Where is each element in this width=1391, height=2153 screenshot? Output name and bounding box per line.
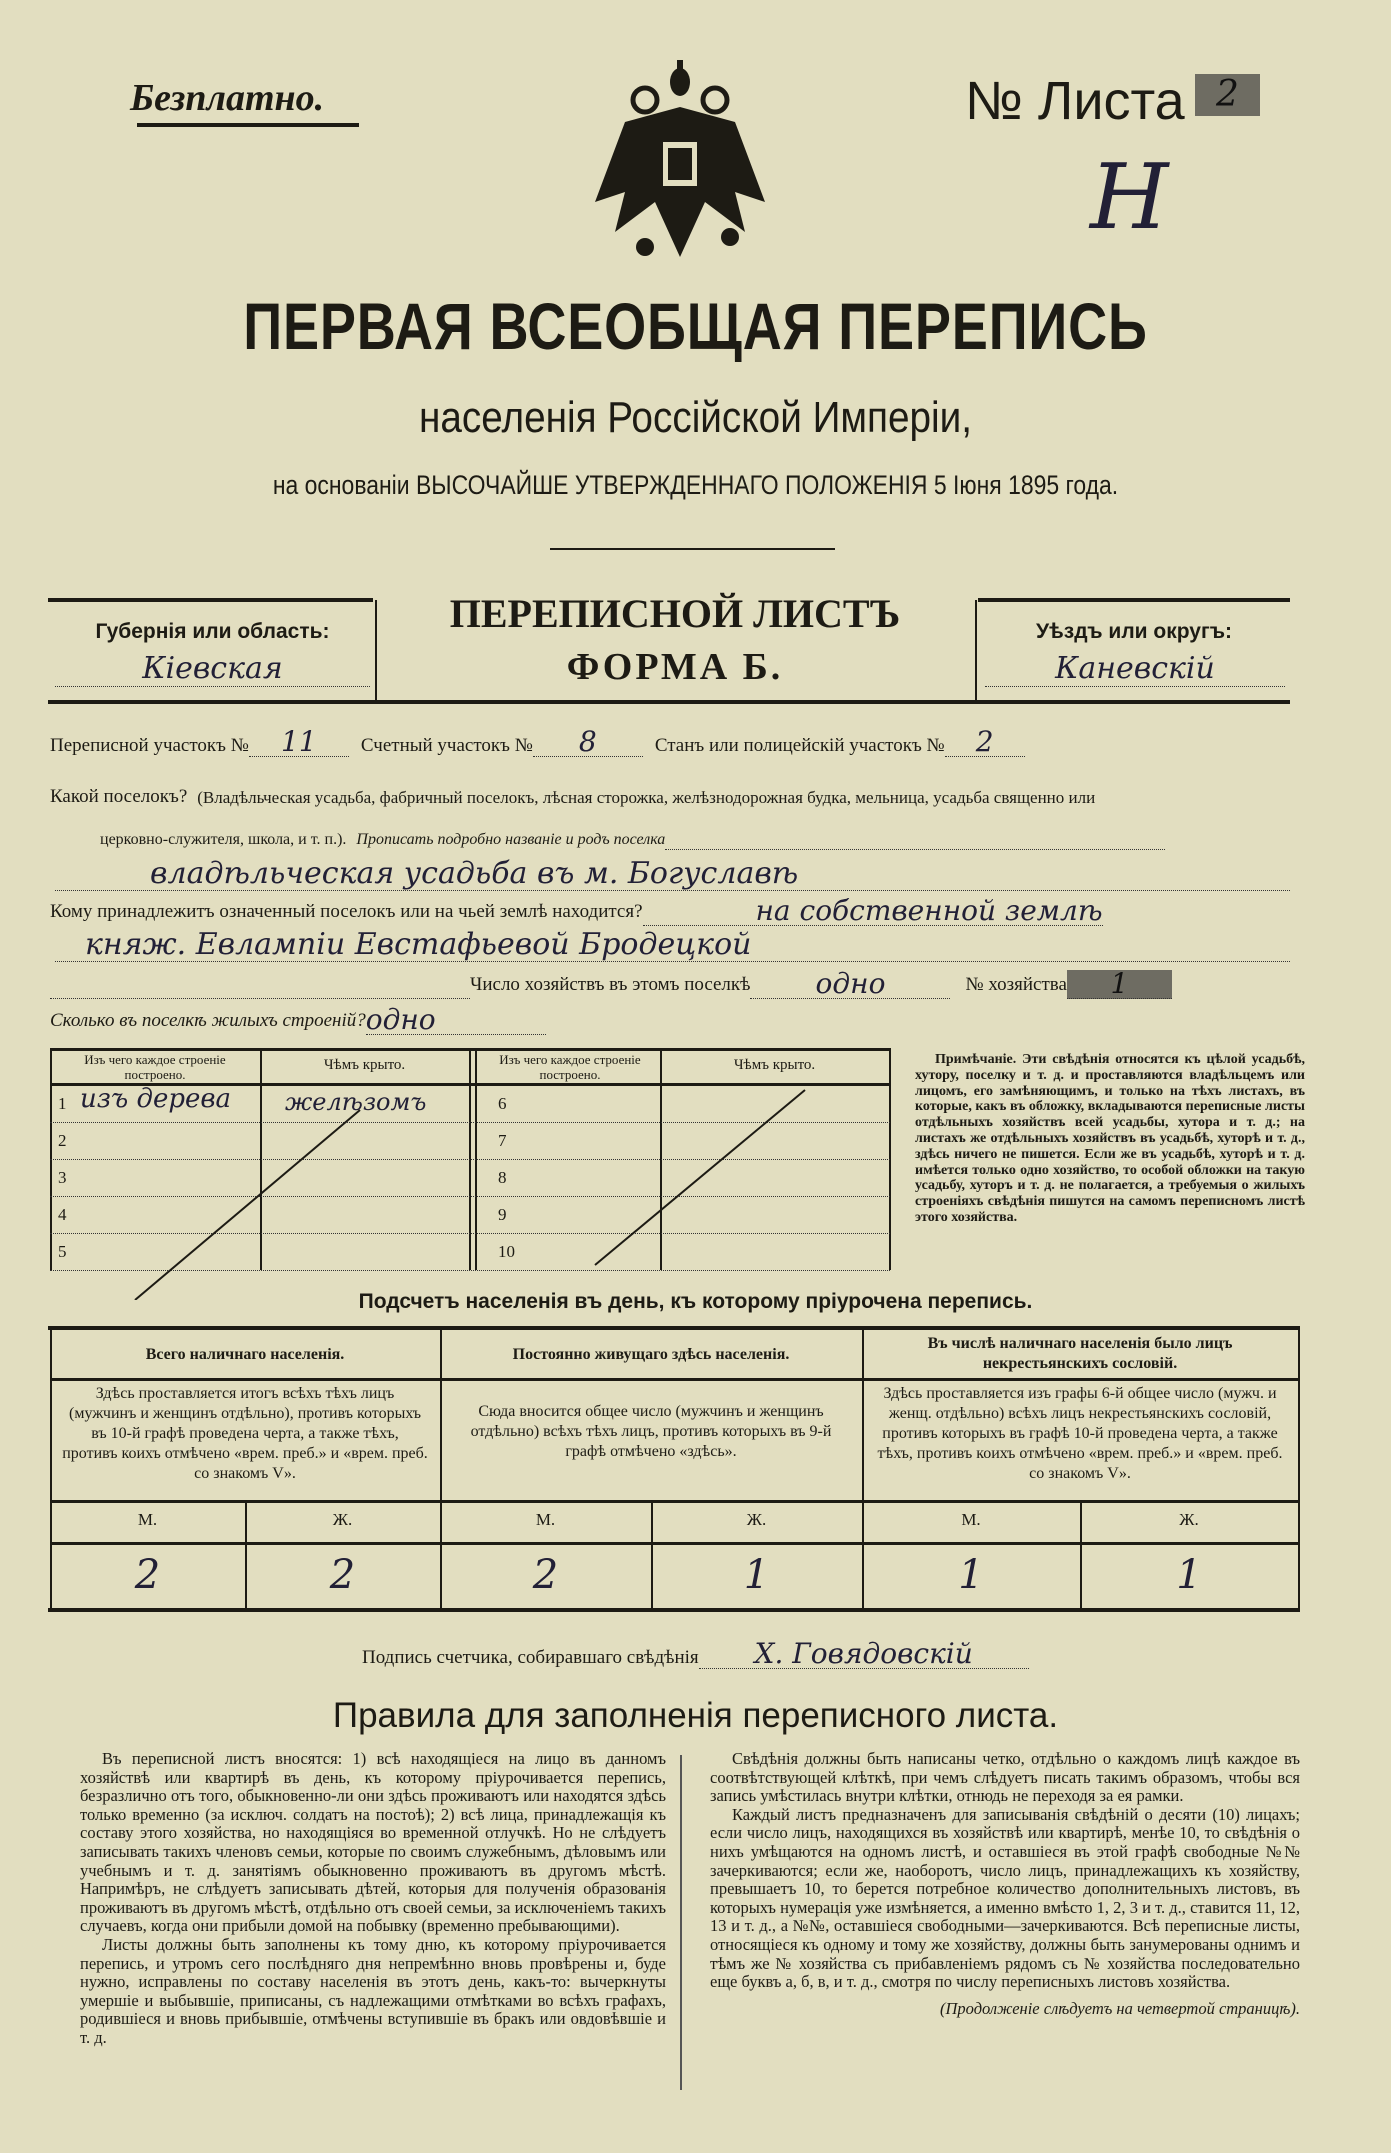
population-heading: Подсчетъ населенія въ день, къ которому пріурочена перепись.	[358, 1290, 1033, 1313]
row-number: 10	[498, 1242, 515, 1261]
signature-label: Подпись счетчика, собиравшаго свѣдѣнія	[362, 1647, 699, 1668]
count-district-label: Счетный участокъ №	[360, 735, 533, 756]
police-district-value[interactable]: 2	[945, 728, 1025, 757]
row-number: 4	[58, 1205, 67, 1224]
table-bottom	[48, 1608, 1300, 1612]
settlement-hint: церковно-служителя, школа, и т. п.).	[100, 831, 347, 848]
district-value: Каневскій	[985, 652, 1285, 687]
signature-row	[362, 1637, 1029, 1670]
page-title: ПЕРВАЯ ВСЕОБЩАЯ ПЕРЕПИСЬ	[243, 289, 1148, 363]
male-count[interactable]: 2	[532, 1552, 559, 1598]
province-label: Губернія или область:	[95, 620, 330, 643]
row-number: 6	[498, 1094, 507, 1113]
female-count[interactable]: 1	[743, 1552, 770, 1598]
province-value: Кіевская	[55, 652, 370, 687]
signature-value[interactable]: Х. Говядовскій	[699, 1640, 1029, 1669]
rules-heading: Правила для заполненія переписного листа.	[332, 1696, 1059, 1735]
owner-value[interactable]: на собственной землѣ	[643, 897, 1103, 926]
male-count[interactable]: 2	[134, 1552, 161, 1598]
household-no-value[interactable]: 1	[1067, 970, 1172, 999]
form-name: ФОРМА Б.	[566, 646, 784, 688]
building-roof[interactable]: желѣзомъ	[285, 1088, 427, 1116]
rules-paragraph: Листы должны быть заполнены къ тому дню, къ которому пріурочивается перепись, и утромъ сего послѣдняго дня непремѣнно вновь провѣрены и, буде нужно, исправлены по составу населенія въ этотъ день, какъ-то: вычеркнуты умершіе и выбывшіе, приписаны, съ надлежащими отмѣтками во всѣхъ графахъ, родившіеся и вновь прибывшіе, отмѣчены вступившіе въ бракъ или овдовѣвшіе и т. д.	[80, 1934, 666, 2047]
male-count[interactable]: 1	[958, 1552, 984, 1598]
table-line	[50, 1500, 1300, 1503]
settlement-instruction: Прописать подробно названіе и родъ поселка	[356, 831, 666, 848]
row-number: 9	[498, 1205, 507, 1224]
female-count[interactable]: 1	[1176, 1552, 1202, 1598]
female-count[interactable]: 2	[329, 1552, 356, 1598]
owner-label: Кому принадлежитъ означенный поселокъ или на чьей землѣ находится?	[50, 901, 643, 922]
sheet-number-label: № Листа	[965, 71, 1185, 131]
note: Примѣчаніе. Эти свѣдѣнія относятся къ цѣлой усадьбѣ, хутору, поселку и т. д. и проставляются владѣльцемъ или лицомъ, его замѣняющимъ, и только на тѣхъ листахъ, въ которые, какъ въ обложку, вкладываются переписные листы отдѣльныхъ хозяйствъ всей усадьбы, хутора и т. д.; на листахъ же отдѣльныхъ хозяйствъ въ усадьбѣ, хуторѣ и т. д., здѣсь ничего не пишется. Если же въ усадьбѣ, хуторѣ и т. д. имѣется только одно хозяйство, то особой обложки на такую усадьбу, хуторъ и т. д. не полагается, а требуемыя о жилыхъ строеніяхъ свѣдѣнія пишутся на самомъ переписномъ листѣ этого хозяйства.	[915, 1052, 1305, 1225]
table-border	[1298, 1326, 1300, 1610]
form-title: ПЕРЕПИСНОЙ ЛИСТЪ	[449, 591, 901, 636]
buildings-value[interactable]: одно	[366, 1006, 546, 1035]
rules-left-column	[80, 1750, 666, 2048]
population-column-title: Постоянно живущаго здѣсь населенія.	[512, 1346, 790, 1363]
sheet-number-value: 2	[1195, 74, 1260, 116]
sheet-mark: Н	[1090, 145, 1169, 250]
row-number: 7	[498, 1131, 507, 1150]
settlement-label: Какой поселокъ?	[50, 786, 188, 807]
female-header: Ж.	[332, 1510, 353, 1529]
free-label: Безплатно.	[130, 77, 325, 119]
col-roof-header: Чѣмъ крыто.	[323, 1057, 406, 1073]
basis-line: на основаніи ВЫСОЧАЙШЕ УТВЕРЖДЕННАГО ПОЛОЖЕНІЯ 5 Іюня 1895 года.	[272, 470, 1119, 500]
row-number: 2	[58, 1131, 67, 1150]
rules-paragraph: Въ переписной листъ вносятся: 1) всѣ находящіеся на лицо въ данномъ хозяйствѣ или квартирѣ въ день, къ которому пріурочивается перепись, безразлично отъ того, обыкновенно-ли они здѣсь проживаютъ или находятся здѣсь только временно (за исключ. солдатъ на постоѣ); 2) всѣ лица, принадлежащія къ составу этого хозяйства, но находящіяся во временной отлучкѣ. Но не слѣдуетъ записывать такихъ членовъ семьи, которые по своимъ служебнымъ, дѣловымъ или учебнымъ и т. д. занятіямъ обыкновенно проживаютъ въ другомъ мѣстѣ. Напримѣръ, не слѣдуетъ записывать дѣтей, которыя для полученія образованія проживаютъ въ другомъ мѣстѣ, отдѣльно отъ своей семьи, за исключеніемъ такихъ случаевъ, когда они прибыли домой на побывку (временно пребывающими).	[80, 1749, 666, 1936]
census-district-value[interactable]: 11	[249, 728, 349, 757]
table-line	[50, 1542, 1300, 1545]
building-material[interactable]: изъ дерева	[80, 1084, 232, 1114]
table-top	[48, 1326, 1300, 1330]
rules-right-column	[710, 1750, 1300, 2018]
buildings-label: Сколько въ поселкѣ жилыхъ строеній?	[50, 1010, 366, 1031]
count-district-value[interactable]: 8	[533, 728, 643, 757]
population-column-desc: Здѣсь проставляется итогъ всѣхъ тѣхъ лицъ (мужчинъ и женщинъ отдѣльно), противъ которыхъ въ 10-й графѣ проведена черта, а также тѣхъ, противъ коихъ отмѣчено «врем. преб.» и «врем. преб. со знакомъ V».	[62, 1385, 428, 1482]
male-header: М.	[137, 1510, 158, 1529]
column-divider	[680, 1755, 682, 2090]
households-value[interactable]: одно	[750, 970, 950, 999]
population-column-title: Всего наличнаго населенія.	[145, 1346, 345, 1363]
population-column-desc: Здѣсь проставляется изъ графы 6-й общее число (мужч. и женщ. отдѣльно) всѣхъ лицъ некрестьянскихъ сословій, противъ которыхъ въ графѣ 10-й проведена черта, а также тѣхъ, противъ коихъ отмѣчено «врем. преб.» и «врем. преб. со знакомъ V».	[877, 1385, 1283, 1482]
row-number: 5	[58, 1242, 67, 1261]
household-no-label: № хозяйства	[965, 974, 1067, 995]
district-label: Уѣздъ или округъ:	[1035, 620, 1233, 643]
col-material-header: Изъ чего каждое строеніе построено.	[84, 1052, 226, 1082]
police-district-label: Станъ или полицейскій участокъ №	[654, 735, 945, 756]
row-number: 3	[58, 1168, 67, 1187]
col-roof-header: Чѣмъ крыто.	[733, 1057, 816, 1073]
page-subtitle: населенія Россійской Имперіи,	[418, 393, 973, 442]
row-number: 1	[58, 1094, 67, 1113]
continued-note: (Продолженіе слѣдуетъ на четвертой страницѣ).	[940, 1998, 1300, 2018]
census-district-label: Переписной участокъ №	[50, 735, 249, 756]
rules-paragraph: Каждый листъ предназначенъ для записыванія свѣдѣній о десяти (10) лицахъ; если число лицъ, находящихся въ хозяйствѣ или квартирѣ, менѣе 10, то свѣдѣнія о нихъ умѣщаются на одномъ листѣ, и оставшіеся въ этой графѣ свободные №№ зачеркиваются; если же, наоборотъ, число лицъ, принадлежащихъ къ хозяйству, превышаетъ 10, то берется потребное количество дополнительныхъ листовъ, въ которыхъ нумерація уже измѣняется, а именно вмѣсто 1, 2, 3 и т. д., ставится 11, 12, 13 и т. д., а №№, оставшіеся свободными—зачеркиваются. Всѣ переписные листы, относящіеся къ одному и тому же хозяйству, должны быть занумерованы однимъ и тѣмъ же № хозяйства съ прибавленіемъ рядомъ съ № хозяйства последовательно еще буквъ а, б, в, и т. д., смотря по числу переписныхъ листовъ хозяйства.	[710, 1804, 1300, 1992]
male-header: М.	[535, 1510, 556, 1529]
population-column-title: Въ числѣ наличнаго населенія было лицъ некрестьянскихъ сословій.	[927, 1335, 1233, 1372]
settlement-value[interactable]: владѣльческая усадьба въ м. Богуславѣ	[55, 858, 1290, 891]
settlement-hint: (Владѣльческая усадьба, фабричный поселокъ, лѣсная сторожка, желѣзнодорожная будка, мельница, усадьба священно или	[197, 788, 1096, 807]
male-header: М.	[961, 1510, 981, 1529]
households-label: Число хозяйствъ въ этомъ поселкѣ	[470, 974, 751, 995]
rules-paragraph: Свѣдѣнія должны быть написаны четко, отдѣльно о каждомъ лицѣ каждое въ соотвѣтствующей клѣткѣ, при чемъ слѣдуетъ писать такимъ образомъ, чтобы вся запись умѣстилась внутри клѣтки, отнюдь не переходя за ея рамки.	[710, 1749, 1300, 1806]
female-header: Ж.	[746, 1510, 767, 1529]
female-header: Ж.	[1179, 1510, 1199, 1529]
population-column-desc: Сюда вносится общее число (мужчинъ и женщинъ отдѣльно) всѣхъ тѣхъ лицъ, противъ которыхъ въ 9-й графѣ отмѣчено «здѣсь».	[470, 1403, 832, 1460]
col-material-header: Изъ чего каждое строеніе построено.	[499, 1052, 641, 1082]
owner-value-continued[interactable]: княж. Евлампіи Евстафьевой Бродецкой	[55, 929, 1290, 962]
row-number: 8	[498, 1168, 507, 1187]
table-line	[50, 1378, 1300, 1381]
